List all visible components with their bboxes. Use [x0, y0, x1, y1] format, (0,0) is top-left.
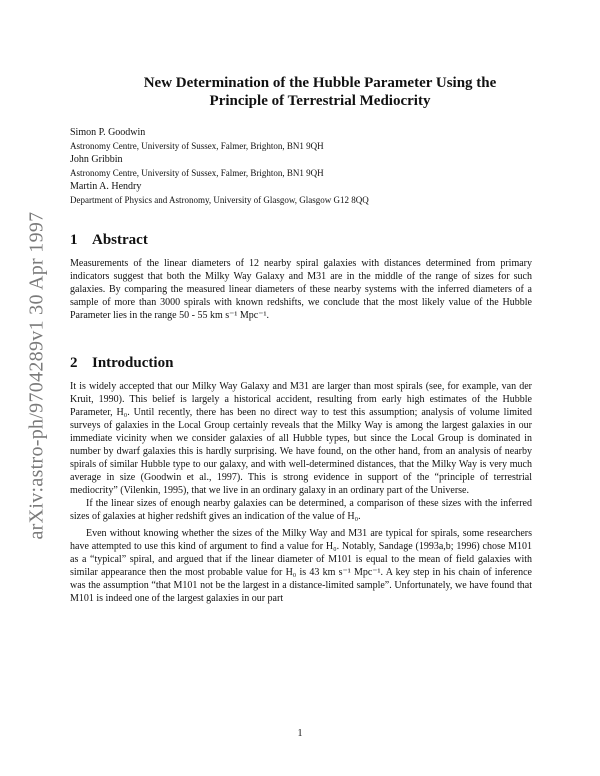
abstract-paragraph: Measurements of the linear diameters of 12 nearby spiral galaxies with distances determined from primary indicators suggest that both the Milky Way Galaxy and M31 are in the middle of the range of sizes for such galaxies. By comparing the measured linear diameters of these nearby systems with the inferred diameters of a sample of more than 3000 spirals with known redshifts, we conclude that the most likely value of the Hubble Parameter lies in the range 50 - 55 km s⁻¹ Mpc⁻¹. — [70, 258, 532, 321]
section-title: Abstract — [92, 232, 148, 248]
author-name: John Gribbin — [70, 154, 123, 165]
author-affiliation: Astronomy Centre, University of Sussex, Falmer, Brighton, BN1 9QH — [70, 167, 324, 178]
author-affiliation: Astronomy Centre, University of Sussex, Falmer, Brighton, BN1 9QH — [70, 140, 324, 151]
intro-paragraph: Even without knowing whether the sizes of the Milky Way and M31 are typical for spirals, some researchers have attempted to use this kind of argument to find a value for H₀. Notably, Sandage (1993a,b; 1996) chose M101 as a “typical” spiral, and argued that if the linear diameter of M101 is equal to the mean of field galaxies with similar appearance then the most probable value for H₀ is 43 km s⁻¹ Mpc⁻¹. A key step in his chain of inference was the assumption “that M101 not be the largest in a distance-limited sample”. Unfortunately, we have found that M101 is indeed one of the largest galaxies in our part — [70, 528, 532, 604]
author-block — [70, 126, 550, 207]
section-title: Introduction — [92, 355, 174, 371]
section-heading-introduction — [70, 355, 173, 372]
section-number: 2 — [70, 355, 78, 371]
page-number: 1 — [297, 728, 303, 739]
author-name: Martin A. Hendry — [70, 181, 142, 192]
intro-paragraph: It is widely accepted that our Milky Way Galaxy and M31 are larger than most spirals (see, for example, van der Kruit, 1990). This belief is largely a historical accident, resulting from early high estimates of the Hubble Parameter, H₀. Until recently, there has been no direct way to test this assumption; analysis of volume limited surveys of galaxies in the Local Group certainly reveals that the Milky Way is among the largest galaxies in our immediate vicinity when we consider galaxies of all Hubble types, but since the Local Group is dominated in number by dwarf galaxies this is hardly surprising. We have found, on the other hand, from an analysis of nearby spirals of similar Hubble type to our galaxy, and with well-determined distances, that the Milky Way is very much average in size (Goodwin et al., 1997). This is strong evidence in support of the “principle of terrestrial mediocrity” (Vilenkin, 1995), that we live in an ordinary galaxy in an ordinary part of the Universe. — [70, 381, 532, 496]
section-heading-abstract — [70, 232, 148, 249]
title-line: Principle of Terrestrial Mediocrity — [209, 93, 431, 109]
author-name: Simon P. Goodwin — [70, 127, 146, 138]
section-number: 1 — [70, 232, 78, 248]
abstract-text — [70, 257, 532, 322]
title-line: New Determination of the Hubble Parameter Using the — [143, 75, 497, 91]
paper-title — [70, 74, 570, 110]
author-affiliation: Department of Physics and Astronomy, University of Glasgow, Glasgow G12 8QQ — [70, 194, 369, 205]
arxiv-identifier: arXiv:astro-ph/9704289v1 30 Apr 1997 — [25, 211, 48, 539]
arxiv-stamp — [20, 200, 54, 550]
introduction-text — [70, 380, 532, 605]
intro-paragraph: If the linear sizes of enough nearby galaxies can be determined, a comparison of these sizes with the inferred sizes of galaxies at higher redshift gives an indication of the value of H₀. — [70, 498, 532, 522]
